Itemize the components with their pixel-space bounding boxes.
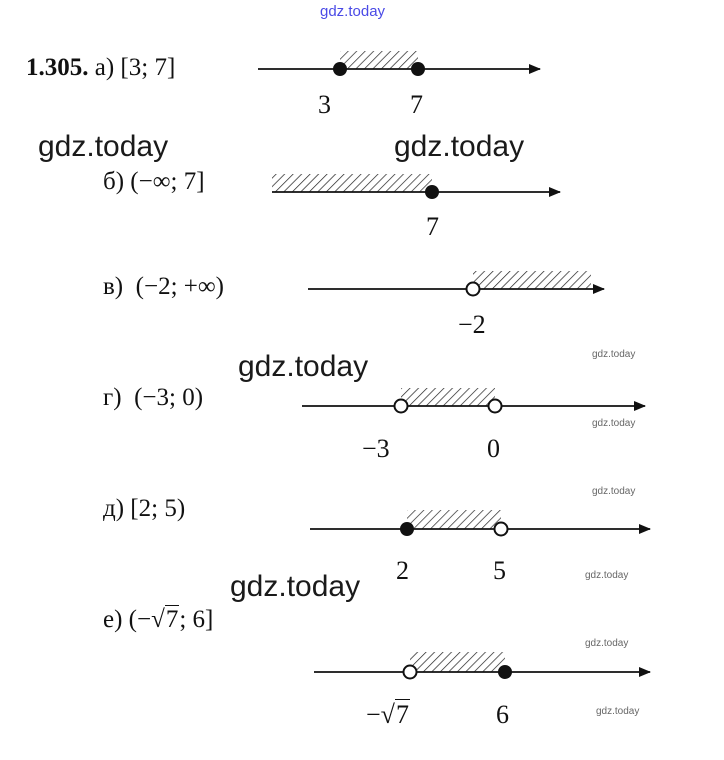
watermark: gdz.today bbox=[238, 350, 369, 383]
item-letter: б) bbox=[103, 168, 125, 195]
point-6-filled bbox=[498, 665, 512, 679]
watermark-small: gdz.today bbox=[592, 349, 636, 360]
sqrt-symbol: √7 bbox=[151, 606, 179, 633]
interval-open: (− bbox=[128, 606, 152, 633]
tick-label: −3 bbox=[362, 434, 390, 463]
interval-close: ; 6] bbox=[179, 606, 214, 633]
tick-label: 7 bbox=[426, 212, 439, 241]
number-line-f bbox=[314, 652, 650, 679]
radicand: 7 bbox=[165, 606, 179, 633]
watermark-small: gdz.today bbox=[585, 570, 629, 581]
watermark-top: gdz.today bbox=[320, 3, 386, 20]
tick-label: 7 bbox=[410, 90, 423, 119]
interval-text: (−∞; 7] bbox=[130, 168, 205, 195]
interval-text: (−2; +∞) bbox=[135, 273, 225, 300]
item-c bbox=[103, 273, 224, 301]
problem-header bbox=[26, 54, 175, 82]
number-line-e bbox=[310, 510, 650, 536]
point-0-open bbox=[489, 400, 502, 413]
point-minus-sqrt7-open bbox=[404, 666, 417, 679]
item-letter: е) bbox=[103, 606, 123, 633]
item-letter: в) bbox=[103, 273, 124, 300]
point-3-filled bbox=[333, 62, 347, 76]
watermark: gdz.today bbox=[38, 130, 169, 163]
tick-label: 3 bbox=[318, 90, 331, 119]
sqrt-symbol: √7 bbox=[380, 700, 409, 729]
watermark-small: gdz.today bbox=[592, 486, 636, 497]
watermark-small: gdz.today bbox=[592, 418, 636, 429]
item-e bbox=[103, 495, 185, 523]
item-letter: а) bbox=[94, 54, 115, 81]
tick-label: −2 bbox=[458, 310, 486, 339]
point-minus3-open bbox=[395, 400, 408, 413]
tick-label: 6 bbox=[496, 700, 509, 729]
interval-text: (−3; 0) bbox=[134, 384, 204, 411]
point-5-open bbox=[495, 523, 508, 536]
problem-number: 1.305. bbox=[26, 54, 89, 81]
number-line-d bbox=[302, 388, 645, 413]
point-7-filled bbox=[425, 185, 439, 199]
tick-label: 0 bbox=[487, 434, 500, 463]
item-letter: г) bbox=[103, 384, 122, 411]
watermark: gdz.today bbox=[230, 570, 361, 603]
watermark: gdz.today bbox=[394, 130, 525, 163]
point-minus2-open bbox=[467, 283, 480, 296]
point-2-filled bbox=[400, 522, 414, 536]
tick-label: 2 bbox=[396, 556, 409, 585]
item-b bbox=[103, 168, 205, 196]
number-line-a bbox=[258, 51, 540, 76]
item-d bbox=[103, 384, 203, 412]
item-letter: д) bbox=[103, 495, 125, 522]
tick-label-minus-sqrt7: −√7 bbox=[366, 700, 409, 729]
item-f bbox=[103, 606, 213, 634]
watermark-small: gdz.today bbox=[596, 706, 640, 717]
watermark-small: gdz.today bbox=[585, 638, 629, 649]
point-7-filled bbox=[411, 62, 425, 76]
interval-text: [2; 5) bbox=[130, 495, 186, 522]
number-line-b bbox=[272, 174, 560, 199]
number-line-c bbox=[308, 271, 604, 296]
tick-label: 5 bbox=[493, 556, 506, 585]
interval-text: [3; 7] bbox=[120, 54, 176, 81]
